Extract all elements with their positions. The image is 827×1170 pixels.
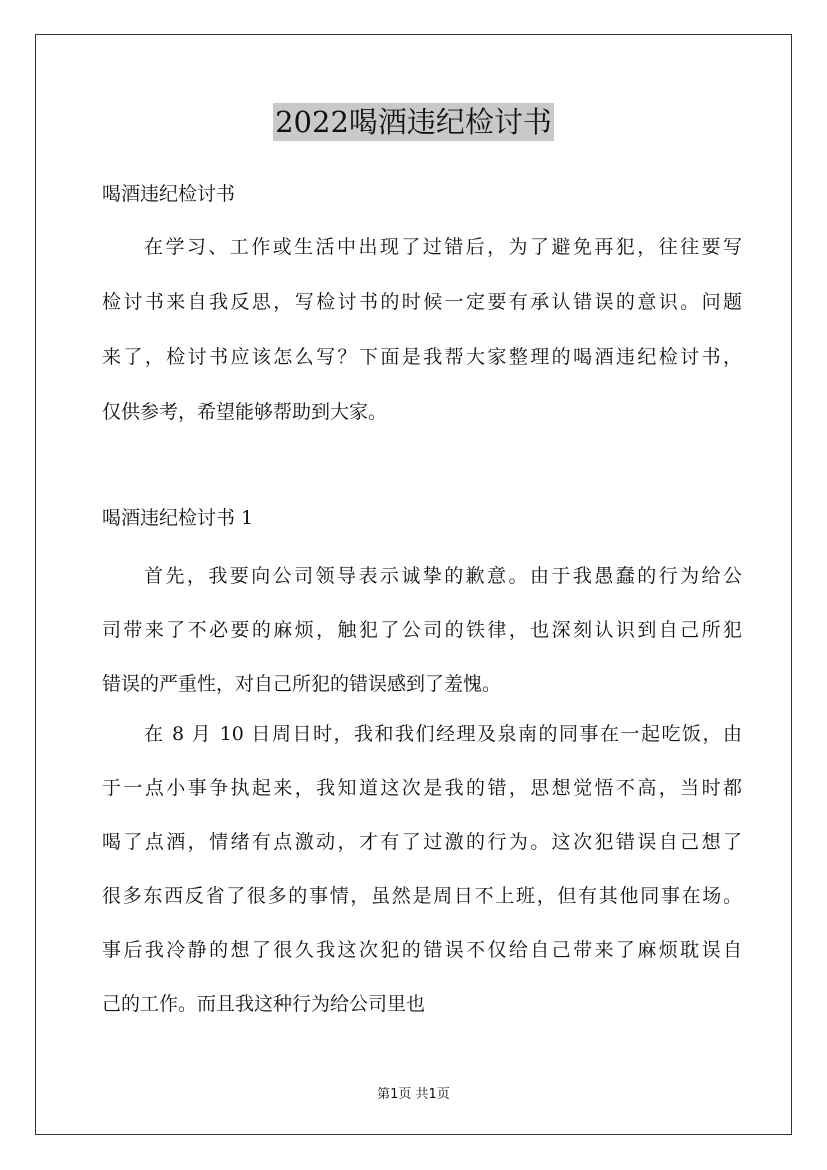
intro-line: 仅供参考，希望能够帮助到大家。 bbox=[102, 401, 388, 423]
intro-line: 来了，检讨书应该怎么写？下面是我帮大家整理的喝酒违纪检讨书， bbox=[102, 346, 742, 368]
paragraph-1 bbox=[102, 558, 742, 703]
heading-2-text: 喝酒违纪检讨书 1 bbox=[102, 507, 254, 529]
paragraph-line: 错误的严重性，对自己所犯的错误感到了羞愧。 bbox=[102, 673, 502, 695]
document-title: 2022喝酒违纪检讨书 bbox=[275, 105, 552, 139]
paragraph-line: 事后我冷静的想了很久我这次犯的错误不仅给自己带来了麻烦耽误自 bbox=[102, 939, 742, 961]
heading-1 bbox=[102, 176, 742, 213]
page-footer: 第1页 共1页 bbox=[377, 1087, 450, 1102]
intro-paragraph bbox=[102, 229, 742, 431]
heading-2 bbox=[102, 500, 742, 537]
paragraph-2 bbox=[102, 716, 742, 1023]
paragraph-line: 司带来了不必要的麻烦，触犯了公司的铁律，也深刻认识到自己所犯 bbox=[102, 619, 742, 641]
paragraph-line: 首先，我要向公司领导表示诚挚的歉意。由于我愚蠢的行为给公 bbox=[144, 565, 742, 587]
paragraph-line: 在 8 月 10 日周日时，我和我们经理及泉南的同事在一起吃饭，由 bbox=[144, 723, 742, 745]
paragraph-line: 于一点小事争执起来，我知道这次是我的错，思想觉悟不高，当时都 bbox=[102, 777, 742, 799]
intro-line: 检讨书来自我反思，写检讨书的时候一定要有承认错误的意识。问题 bbox=[102, 291, 742, 313]
heading-1-text: 喝酒违纪检讨书 bbox=[102, 183, 236, 205]
paragraph-line: 很多东西反省了很多的事情，虽然是周日不上班，但有其他同事在场。 bbox=[102, 885, 742, 907]
paragraph-line: 喝了点酒，情绪有点激动，才有了过激的行为。这次犯错误自己想了 bbox=[102, 831, 742, 853]
intro-line: 在学习、工作或生活中出现了过错后，为了避免再犯，往往要写 bbox=[144, 236, 742, 258]
document-title-wrap bbox=[0, 102, 827, 142]
paragraph-line: 己的工作。而且我这种行为给公司里也 bbox=[102, 993, 426, 1015]
